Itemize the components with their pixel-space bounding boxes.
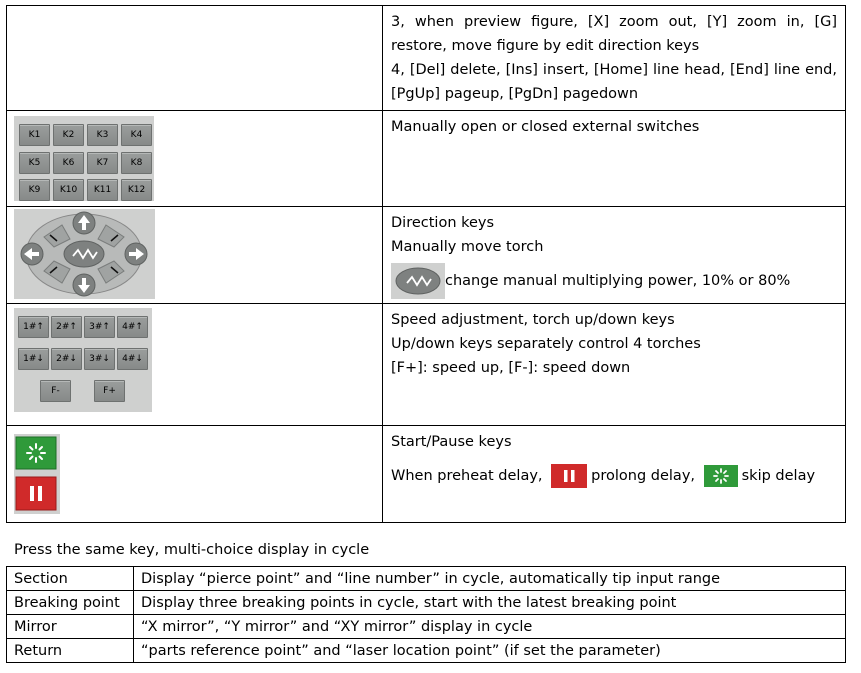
torch2-up-key[interactable]: 2#↑	[51, 316, 82, 338]
description-line: Manually open or closed external switches	[391, 119, 700, 135]
k6-key[interactable]: K6	[53, 152, 84, 174]
k-key-panel	[14, 116, 154, 201]
start-key[interactable]	[16, 437, 56, 469]
start-pause-panel	[14, 434, 60, 514]
k10-key[interactable]: K10	[53, 179, 84, 201]
torch4-up-key[interactable]: 4#↑	[117, 316, 148, 338]
start-key-icon	[704, 465, 738, 487]
direction-pad-icon[interactable]	[14, 209, 155, 299]
k12-key[interactable]: K12	[121, 179, 152, 201]
key-description: Display “pierce point” and “line number” in cycle, automatically tip input range	[134, 567, 846, 591]
key-description: “X mirror”, “Y mirror” and “XY mirror” display in cycle	[134, 615, 846, 639]
direction-key-panel	[14, 209, 155, 299]
torch1-down-key[interactable]: 1#↓	[18, 348, 49, 370]
multiplier-key-icon	[391, 263, 445, 299]
key-name: Breaking point	[7, 591, 134, 615]
image-cell-empty	[7, 6, 383, 111]
description-cell	[383, 111, 846, 207]
torch1-up-key[interactable]: 1#↑	[18, 316, 49, 338]
table-row	[7, 207, 846, 304]
description-line: Direction keys	[391, 215, 495, 231]
multiplier-text: change manual multiplying power, 10% or 80%	[445, 273, 791, 289]
multiplier-line	[391, 263, 837, 299]
k1-key[interactable]: K1	[19, 124, 50, 146]
table-row	[7, 591, 846, 615]
k3-key[interactable]: K3	[87, 124, 118, 146]
table-row	[7, 567, 846, 591]
preheat-line	[391, 464, 837, 488]
description-cell	[383, 207, 846, 304]
table-row	[7, 615, 846, 639]
torch2-down-key[interactable]: 2#↓	[51, 348, 82, 370]
pause-key[interactable]	[16, 477, 56, 510]
image-cell-direction-keys	[7, 207, 383, 304]
description-cell	[383, 426, 846, 523]
k7-key[interactable]: K7	[87, 152, 118, 174]
description-line: Manually move torch	[391, 239, 544, 255]
torch3-up-key[interactable]: 3#↑	[84, 316, 115, 338]
prolong-text: prolong delay,	[591, 468, 696, 484]
k8-key[interactable]: K8	[121, 152, 152, 174]
key-name: Mirror	[7, 615, 134, 639]
speed-down-key[interactable]: F-	[40, 380, 71, 402]
description-cell	[383, 6, 846, 111]
cycle-note: Press the same key, multi-choice display in cycle	[14, 542, 370, 558]
table-row	[7, 6, 846, 111]
key-description-table	[6, 5, 846, 523]
key-description: Display three breaking points in cycle, start with the latest breaking point	[134, 591, 846, 615]
description-line: 4, [Del] delete, [Ins] insert, [Home] line head, [End] line end, [PgUp] pageup, [PgDn] pagedown	[391, 62, 837, 102]
table-row	[7, 426, 846, 523]
k4-key[interactable]: K4	[121, 124, 152, 146]
cycle-display-table	[6, 566, 846, 663]
torch3-down-key[interactable]: 3#↓	[84, 348, 115, 370]
table-row	[7, 111, 846, 207]
speed-key-panel	[14, 308, 152, 412]
k9-key[interactable]: K9	[19, 179, 50, 201]
image-cell-speed-keys	[7, 304, 383, 426]
description-line: Speed adjustment, torch up/down keys	[391, 312, 675, 328]
speed-up-key[interactable]: F+	[94, 380, 125, 402]
preheat-text: When preheat delay,	[391, 468, 543, 484]
description-line: [F+]: speed up, [F-]: speed down	[391, 360, 631, 376]
k11-key[interactable]: K11	[87, 179, 118, 201]
key-name: Section	[7, 567, 134, 591]
k2-key[interactable]: K2	[53, 124, 84, 146]
description-line: Up/down keys separately control 4 torches	[391, 336, 701, 352]
key-name: Return	[7, 639, 134, 663]
torch4-down-key[interactable]: 4#↓	[117, 348, 148, 370]
pause-key-icon	[551, 464, 587, 488]
image-cell-k-keys	[7, 111, 383, 207]
table-row	[7, 304, 846, 426]
skip-text: skip delay	[741, 468, 816, 484]
table-row	[7, 639, 846, 663]
description-line: 3, when preview figure, [X] zoom out, [Y] zoom in, [G] restore, move figure by edit direction keys	[391, 14, 837, 54]
key-description: “parts reference point” and “laser location point” (if set the parameter)	[134, 639, 846, 663]
description-line: Start/Pause keys	[391, 434, 512, 450]
k5-key[interactable]: K5	[19, 152, 50, 174]
image-cell-start-pause	[7, 426, 383, 523]
description-cell	[383, 304, 846, 426]
